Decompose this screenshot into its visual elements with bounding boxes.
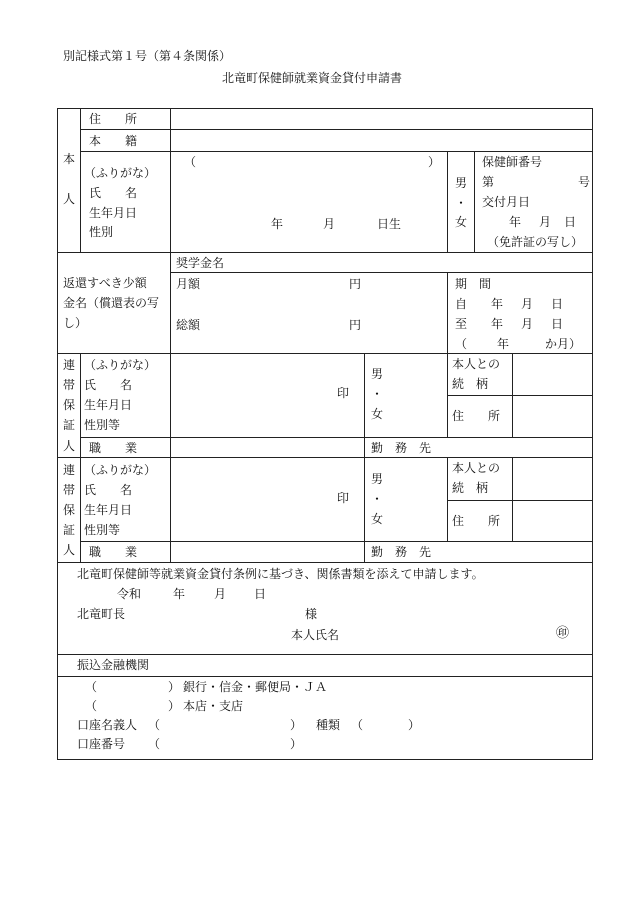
rule-v-guarantor-sex [364,353,365,562]
account-holder-paren-open: （ [148,718,161,732]
monthly-yen: 円 [349,277,362,291]
guarantor-section-label: 帯 [63,378,76,392]
repayment-label: 金名（償還表の写 [63,296,160,310]
guarantor-occupation-field[interactable] [172,439,362,456]
guarantor-address-field[interactable] [514,397,591,436]
guarantor-occupation-label: 職 業 [89,545,138,559]
guarantor-relation-field[interactable] [514,459,591,499]
account-type-paren-open: （ [351,718,364,732]
rule-address [80,129,593,130]
guarantor-workplace-field[interactable] [449,543,591,561]
monthly-amount-label: 月額 [176,277,201,291]
declaration-day: 日 [254,587,267,601]
rule-v-applicant-sex [447,151,448,253]
period-label: 期 間 [455,277,492,291]
guarantor-occupation-label: 職 業 [89,441,138,455]
guarantor-relation-label: 続 柄 [452,481,489,495]
guarantor-sex-male[interactable]: 男 [371,472,384,486]
applicant-section-label: 本 [63,152,76,166]
birth-year-unit: 年 [271,217,284,231]
applicant-section-label: 人 [63,192,76,206]
guarantor-sex-female[interactable]: 女 [371,407,384,421]
account-holder-field[interactable] [160,716,284,732]
bank-institution-types: 銀行・信金・郵便局・ＪＡ [183,680,328,694]
guarantor-section-label: 証 [63,418,76,432]
guarantor-section-label: 証 [63,523,76,537]
guarantor-workplace-field[interactable] [449,439,591,456]
rule-v-applicant-label [80,108,81,253]
bank-institution-field[interactable] [100,679,166,695]
guarantor-name-field[interactable] [172,459,362,540]
rule-g1-relation [447,395,593,396]
addressee: 北竜町長 [77,607,126,621]
rule-v-guarantor-label [80,353,81,562]
period-to-year: 年 [491,317,504,331]
guarantor-name-field[interactable] [172,355,362,436]
bank-section-label: 振込金融機関 [77,658,150,672]
address-label: 住 所 [89,112,138,126]
period-from-year: 年 [491,297,504,311]
rule-g2-relation [447,500,593,501]
guarantor-birthdate-label: 生年月日 [84,503,133,517]
domicile-field[interactable] [172,131,591,150]
bank-branch-field[interactable] [100,698,166,714]
account-number-paren-open: （ [148,737,161,751]
rule-v-applicant-license [474,151,475,253]
form-reference: 別記様式第１号（第４条関係） [63,49,232,63]
guarantor-name-label: 氏 名 [84,378,133,392]
repayment-label: し） [63,316,88,330]
scholarship-name-label: 奨学金名 [176,256,225,270]
birth-day-unit: 日生 [377,217,402,231]
guarantor-relation-label: 続 柄 [452,377,489,391]
birthdate-label: 生年月日 [89,206,138,220]
rule-domicile [80,151,593,152]
account-number-field[interactable] [160,735,284,751]
account-number-label: 口座番号 [77,737,126,751]
guarantor-seal: 印 [337,491,350,505]
declaration-era: 令和 [117,587,142,601]
guarantor-furigana-label: （ふりがな） [84,358,157,372]
rule-v-g2-relation [447,457,448,542]
guarantor-section-label: 保 [63,398,76,412]
rule-bank-header [57,676,593,677]
guarantor-section-label: 保 [63,503,76,517]
declaration-year: 年 [173,587,186,601]
account-type-field[interactable] [364,716,404,732]
furigana-label: （ふりがな） [84,166,157,180]
license-issue-year: 年 [509,215,522,229]
duration-paren-open: （ [455,337,468,351]
furigana-paren-open: （ [184,155,197,169]
guarantor-name-label: 氏 名 [84,483,133,497]
declaration-statement: 北竜町保健師等就業資金貸付条例に基づき、関係書類を添えて申請します。 [77,567,484,581]
bank-branch-types: 本店・支店 [183,699,244,713]
rule-v-repayment-label [170,252,171,354]
guarantor-address-label: 住 所 [452,514,501,528]
license-issue-label: 交付月日 [482,195,531,209]
guarantor-section-label: 連 [63,463,76,477]
total-amount-label: 総額 [176,318,201,332]
period-to-day: 日 [551,317,564,331]
period-from-month: 月 [521,297,534,311]
sex-label: 性別 [89,225,114,239]
rule-g2-occupation [80,541,593,542]
guarantor-section-label: 人 [63,439,76,453]
guarantor-section-label: 連 [63,358,76,372]
rule-v-guarantor-fields [170,353,171,562]
guarantor-relation-label: 本人との [452,461,501,475]
guarantor-sex-separator: ・ [371,387,384,401]
rule-v-repayment-period [447,272,448,354]
rule-v-g2-relation-value [512,457,513,542]
account-number-paren-close: ） [290,737,303,751]
domicile-label: 本 籍 [89,134,138,148]
period-to-label: 至 [455,317,468,331]
name-label: 氏 名 [89,186,138,200]
birth-month-unit: 月 [323,217,336,231]
bank-branch-paren-close: ） [168,699,181,713]
guarantor-sex-male[interactable]: 男 [371,367,384,381]
rule-v-g1-relation-value [512,353,513,438]
account-type-label: 種類 [316,718,341,732]
duration-months: か月） [545,337,582,351]
period-from-day: 日 [551,297,564,311]
account-holder-paren-close: ） [290,718,303,732]
guarantor-relation-field[interactable] [514,355,591,394]
guarantor-address-field[interactable] [514,502,591,540]
bank-institution-paren-close: ） [168,680,181,694]
rule-g1-occupation [80,437,593,438]
guarantor-workplace-label: 勤 務 先 [371,441,432,455]
bank-branch-paren-open: （ [85,699,98,713]
rule-applicant-end [57,252,593,253]
address-field[interactable] [172,110,591,128]
period-from-label: 自 [455,297,468,311]
license-issue-day: 日 [564,215,577,229]
bank-institution-paren-open: （ [85,680,98,694]
total-yen: 円 [349,318,362,332]
license-number-prefix: 第 [482,175,495,189]
license-issue-month: 月 [539,215,552,229]
guarantor-sex-label: 性別等 [84,523,121,537]
furigana-paren-close: ） [428,155,441,169]
license-number-suffix: 号 [578,175,591,189]
guarantor-sex-label: 性別等 [84,418,121,432]
applicant-name-field[interactable] [172,170,444,210]
period-to-month: 月 [521,317,534,331]
rule-scholarship [170,272,593,273]
guarantor-sex-separator: ・ [371,492,384,506]
declaration-month: 月 [214,587,227,601]
guarantor-furigana-label: （ふりがな） [84,463,157,477]
seal-icon: ㊞ [556,626,570,641]
sex-separator: ・ [455,196,468,210]
guarantor-address-label: 住 所 [452,409,501,423]
addressee-honorific: 様 [305,607,318,621]
guarantor-workplace-label: 勤 務 先 [371,545,432,559]
license-number-label: 保健師番号 [482,155,543,169]
guarantor-relation-label: 本人との [452,357,501,371]
guarantor-seal: 印 [337,386,350,400]
rule-v-g1-relation [447,353,448,438]
sex-option-female[interactable]: 女 [455,215,468,229]
form-title: 北竜町保健師就業資金貸付申請書 [222,71,403,85]
guarantor-section-label: 人 [63,543,76,557]
account-holder-label: 口座名義人 [77,718,138,732]
applicant-signature-field[interactable] [360,625,550,645]
rule-declaration-end [57,654,593,655]
repayment-label: 返還すべき少額 [63,276,147,290]
guarantor-occupation-field[interactable] [172,543,362,561]
rule-g2-end [57,562,593,563]
duration-year: 年 [497,337,510,351]
rule-v-applicant-fields [170,108,171,253]
guarantor-sex-female[interactable]: 女 [371,512,384,526]
license-copy-note: （免許証の写し） [487,235,584,249]
applicant-name-signature-label: 本人氏名 [291,628,340,642]
guarantor-birthdate-label: 生年月日 [84,398,133,412]
sex-option-male[interactable]: 男 [455,176,468,190]
guarantor-section-label: 帯 [63,483,76,497]
account-type-paren-close: ） [408,718,421,732]
